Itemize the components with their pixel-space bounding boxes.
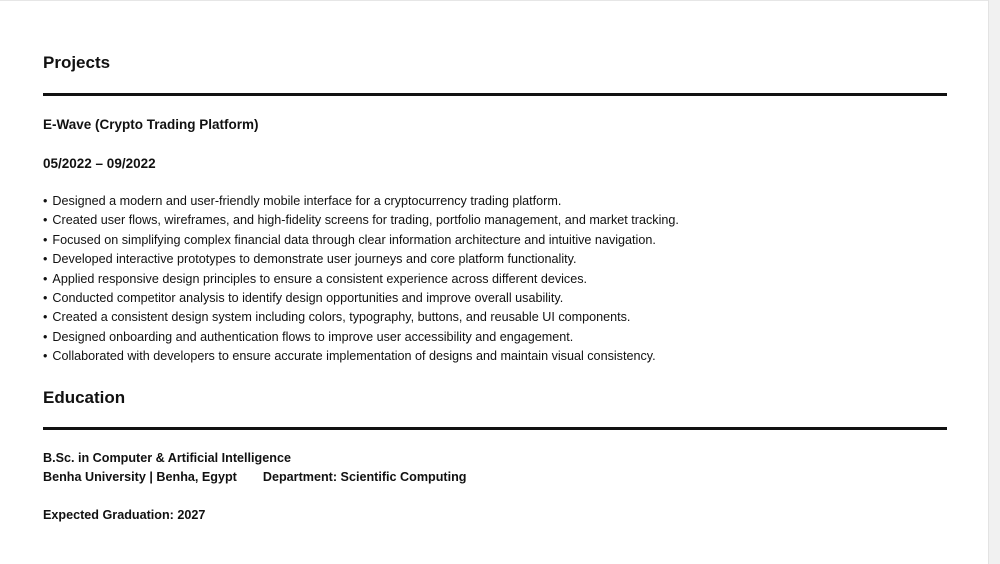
institution-name: Benha University | Benha, Egypt bbox=[43, 470, 237, 484]
institution-line bbox=[43, 468, 466, 486]
project-bullet: • Collaborated with developers to ensure accurate implementation of designs and maintain visual consistency. bbox=[43, 347, 679, 366]
project-bullet: • Focused on simplifying complex financial data through clear information architecture and intuitive navigation. bbox=[43, 231, 679, 250]
project-bullet: • Conducted competitor analysis to identify design opportunities and improve overall usability. bbox=[43, 289, 679, 308]
graduation-date: Expected Graduation: 2027 bbox=[43, 508, 206, 522]
project-bullet: • Created user flows, wireframes, and high-fidelity screens for trading, portfolio management, and market tracking. bbox=[43, 211, 679, 230]
project-title: E-Wave (Crypto Trading Platform) bbox=[43, 117, 259, 132]
department-name: Department: Scientific Computing bbox=[262, 470, 467, 484]
projects-divider bbox=[43, 93, 947, 96]
project-bullet: • Created a consistent design system including colors, typography, buttons, and reusable UI components. bbox=[43, 308, 679, 327]
project-bullet: • Designed a modern and user-friendly mobile interface for a cryptocurrency trading platform. bbox=[43, 192, 679, 211]
vertical-scrollbar[interactable] bbox=[988, 0, 1000, 564]
education-heading: Education bbox=[43, 388, 126, 407]
project-bullet-list bbox=[43, 192, 679, 367]
projects-heading: Projects bbox=[43, 53, 111, 72]
education-divider bbox=[43, 427, 947, 430]
project-bullet: • Developed interactive prototypes to demonstrate user journeys and core platform functionality. bbox=[43, 250, 679, 269]
project-bullet: • Designed onboarding and authentication flows to improve user accessibility and engagement. bbox=[43, 328, 679, 347]
project-bullet: • Applied responsive design principles to ensure a consistent experience across different devices. bbox=[43, 270, 679, 289]
degree-title: B.Sc. in Computer & Artificial Intelligence bbox=[43, 451, 291, 465]
project-dates: 05/2022 – 09/2022 bbox=[43, 156, 156, 171]
